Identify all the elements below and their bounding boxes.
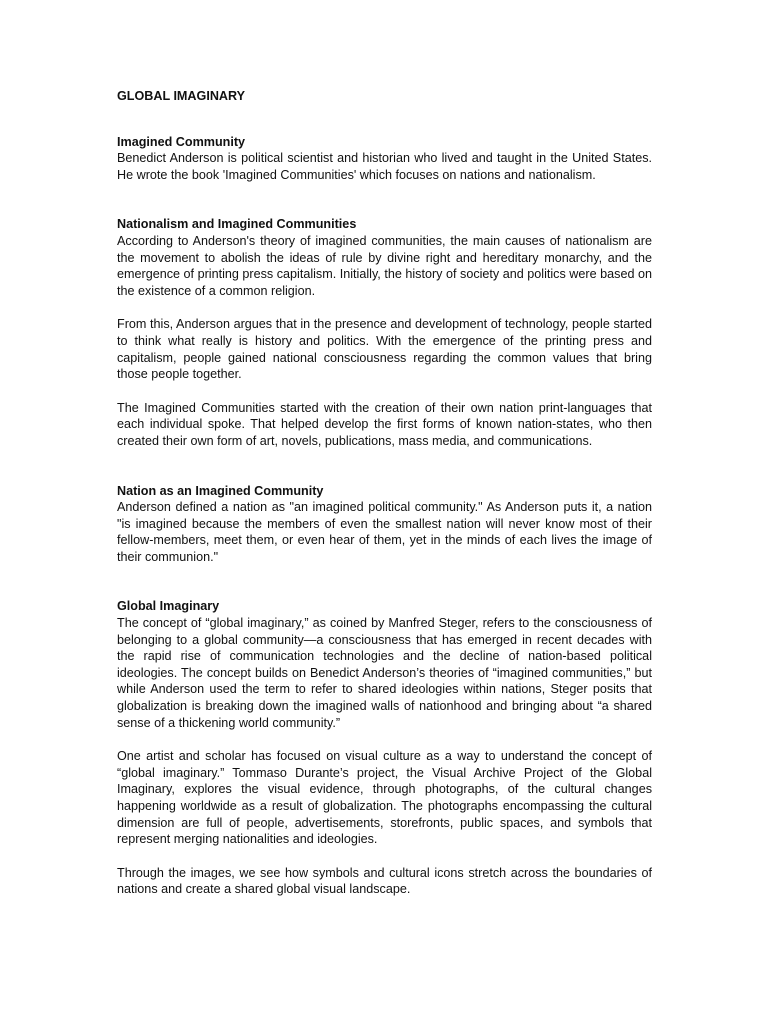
section-heading: Nationalism and Imagined Communities (117, 217, 357, 232)
section-global-imaginary (117, 598, 652, 898)
paragraph: According to Anderson's theory of imagined communities, the main causes of nationalism are the movement to abolish the ideas of rule by divine right and hereditary monarchy, and the emergence of printing press capitalism. Initially, the history of society and politics were based on the existence of a common religion. (117, 233, 652, 298)
paragraph: From this, Anderson argues that in the presence and development of technology, people started to think what really is history and politics. With the emergence of the printing press and capitalism, people gained national consciousness regarding the common values that bring those people together. (117, 317, 652, 382)
document-title: GLOBAL IMAGINARY (117, 89, 246, 103)
paragraph: Benedict Anderson is political scientist and historian who lived and taught in the United States. He wrote the book 'Imagined Communities' which focuses on nations and nationalism. (117, 151, 652, 182)
section-nation-imagined (117, 483, 652, 566)
document-page (117, 88, 652, 898)
paragraph: The concept of “global imaginary,” as coined by Manfred Steger, refers to the consciousness of belonging to a global community—a consciousness that has emerged in recent decades with the rapid rise of communication technologies and the decline of nation-based political ideologies. The concept builds on Benedict Anderson’s theories of “imagined communities,” but while Anderson used the term to refer to shared ideologies within nations, Steger posits that globalization is breaking down the imagined walls of nationhood and bringing about “a shared sense of a thickening world community.” (117, 616, 652, 730)
paragraph: One artist and scholar has focused on visual culture as a way to understand the concept of “global imaginary.” Tommaso Durante’s project, the Visual Archive Project of the Global Imaginary, explores the visual evidence, through photographs, of the cultural changes happening worldwide as a result of globalization. The photographs encompassing the cultural dimension are full of people, advertisements, storefronts, public spaces, and symbols that represent merging nationalities and ideologies. (117, 749, 652, 847)
paragraph: The Imagined Communities started with the creation of their own nation print-languages that each individual spoke. That helped develop the first forms of known nation-states, who then created their own form of art, novels, publications, mass media, and communications. (117, 400, 652, 448)
section-nationalism (117, 216, 652, 449)
paragraph: Through the images, we see how symbols and cultural icons stretch across the boundaries of nations and create a shared global visual landscape. (117, 865, 652, 897)
section-heading: Imagined Community (117, 134, 246, 149)
section-heading: Global Imaginary (117, 599, 220, 614)
section-heading: Nation as an Imagined Community (117, 483, 324, 498)
paragraph: Anderson defined a nation as "an imagined political community." As Anderson puts it, a nation "is imagined because the members of even the smallest nation will never know most of their fellow-members, meet them, or even hear of them, yet in the minds of each lives the image of their communion." (117, 500, 652, 564)
section-imagined-community (117, 134, 652, 184)
